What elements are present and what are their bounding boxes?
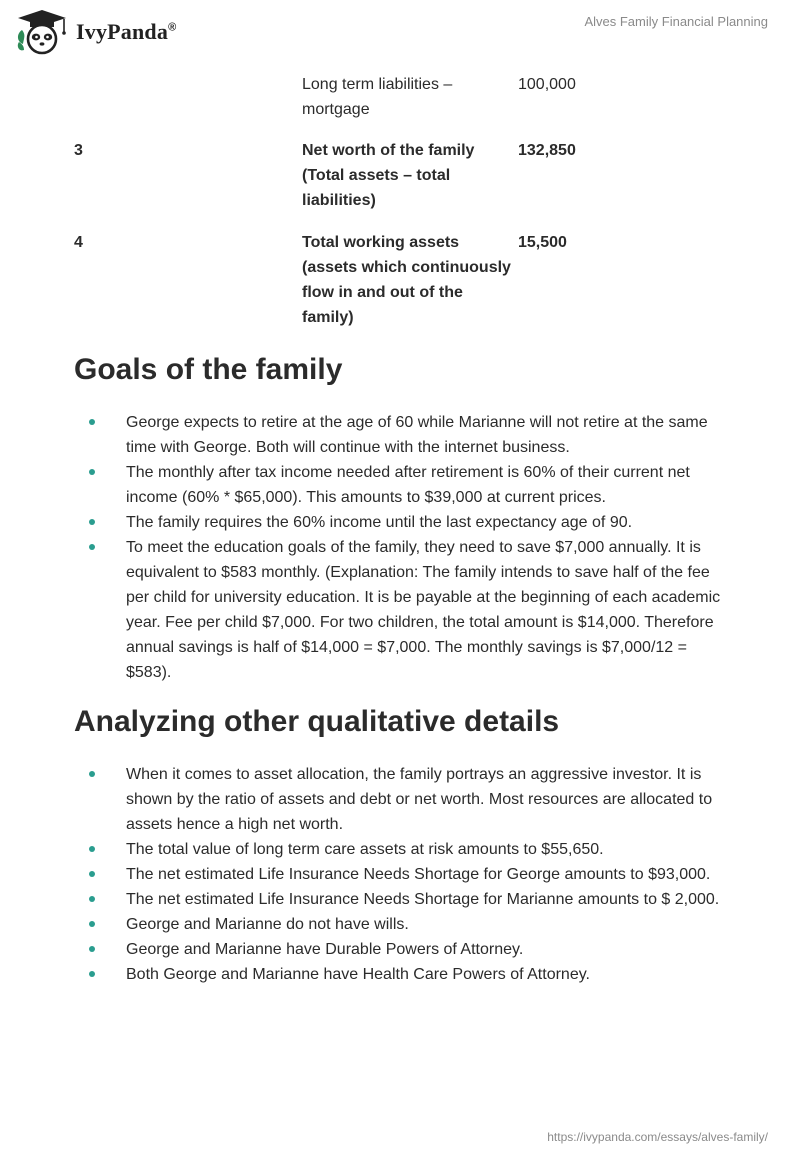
row-number: 3 <box>74 142 83 159</box>
row-label: Long term liabilities – mortgage <box>302 76 453 118</box>
row-label: Total working assets (assets which continuously flow in and out of the family) <box>302 234 511 326</box>
section-heading-qualitative: Analyzing other qualitative details <box>74 705 560 738</box>
list-item: The monthly after tax income needed after retirement is 60% of their current net income (60% * $65,000). This amounts to $39,000 at current prices. <box>74 460 724 510</box>
table-row <box>74 72 734 122</box>
list-item: The net estimated Life Insurance Needs Shortage for George amounts to $93,000. <box>74 862 724 887</box>
goals-list <box>74 410 724 685</box>
financial-summary-table <box>74 72 734 330</box>
page-header <box>0 0 800 64</box>
list-item: Both George and Marianne have Health Care Powers of Attorney. <box>74 962 724 987</box>
source-url[interactable]: https://ivypanda.com/essays/alves-family/ <box>547 1130 768 1144</box>
list-item: George expects to retire at the age of 60 while Marianne will not retire at the same time with George. Both will continue with the internet business. <box>74 410 724 460</box>
list-item: The net estimated Life Insurance Needs Shortage for Marianne amounts to $ 2,000. <box>74 887 724 912</box>
list-item: When it comes to asset allocation, the family portrays an aggressive investor. It is shown by the ratio of assets and debt or net worth. Most resources are allocated to assets hence a high net worth. <box>74 762 724 837</box>
list-item: George and Marianne have Durable Powers of Attorney. <box>74 937 724 962</box>
list-item: The total value of long term care assets at risk amounts to $55,650. <box>74 837 724 862</box>
list-item: To meet the education goals of the family, they need to save $7,000 annually. It is equivalent to $583 monthly. (Explanation: The family intends to save half of the fee per child for university education. It is be payable at the beginning of each academic year. Fee per child $7,000. For two children, the total amount is $14,000. Therefore annual savings is half of $14,000 = $7,000. The monthly savings is $7,000/12 = $583). <box>74 535 724 685</box>
row-value: 15,500 <box>518 234 567 251</box>
row-value: 100,000 <box>518 76 576 93</box>
list-item: George and Marianne do not have wills. <box>74 912 724 937</box>
ivypanda-logo[interactable] <box>14 8 176 56</box>
row-number <box>74 72 302 122</box>
row-label: Net worth of the family (Total assets – total liabilities) <box>302 142 475 209</box>
table-row <box>74 230 734 330</box>
panda-graduation-icon <box>14 8 70 56</box>
qualitative-list <box>74 762 724 987</box>
row-value: 132,850 <box>518 142 576 159</box>
list-item: The family requires the 60% income until the last expectancy age of 90. <box>74 510 724 535</box>
row-number: 4 <box>74 234 83 251</box>
document-title: Alves Family Financial Planning <box>584 14 768 29</box>
brand-name: IvyPanda® <box>76 19 177 44</box>
section-heading-goals: Goals of the family <box>74 353 343 386</box>
table-row <box>74 138 734 213</box>
